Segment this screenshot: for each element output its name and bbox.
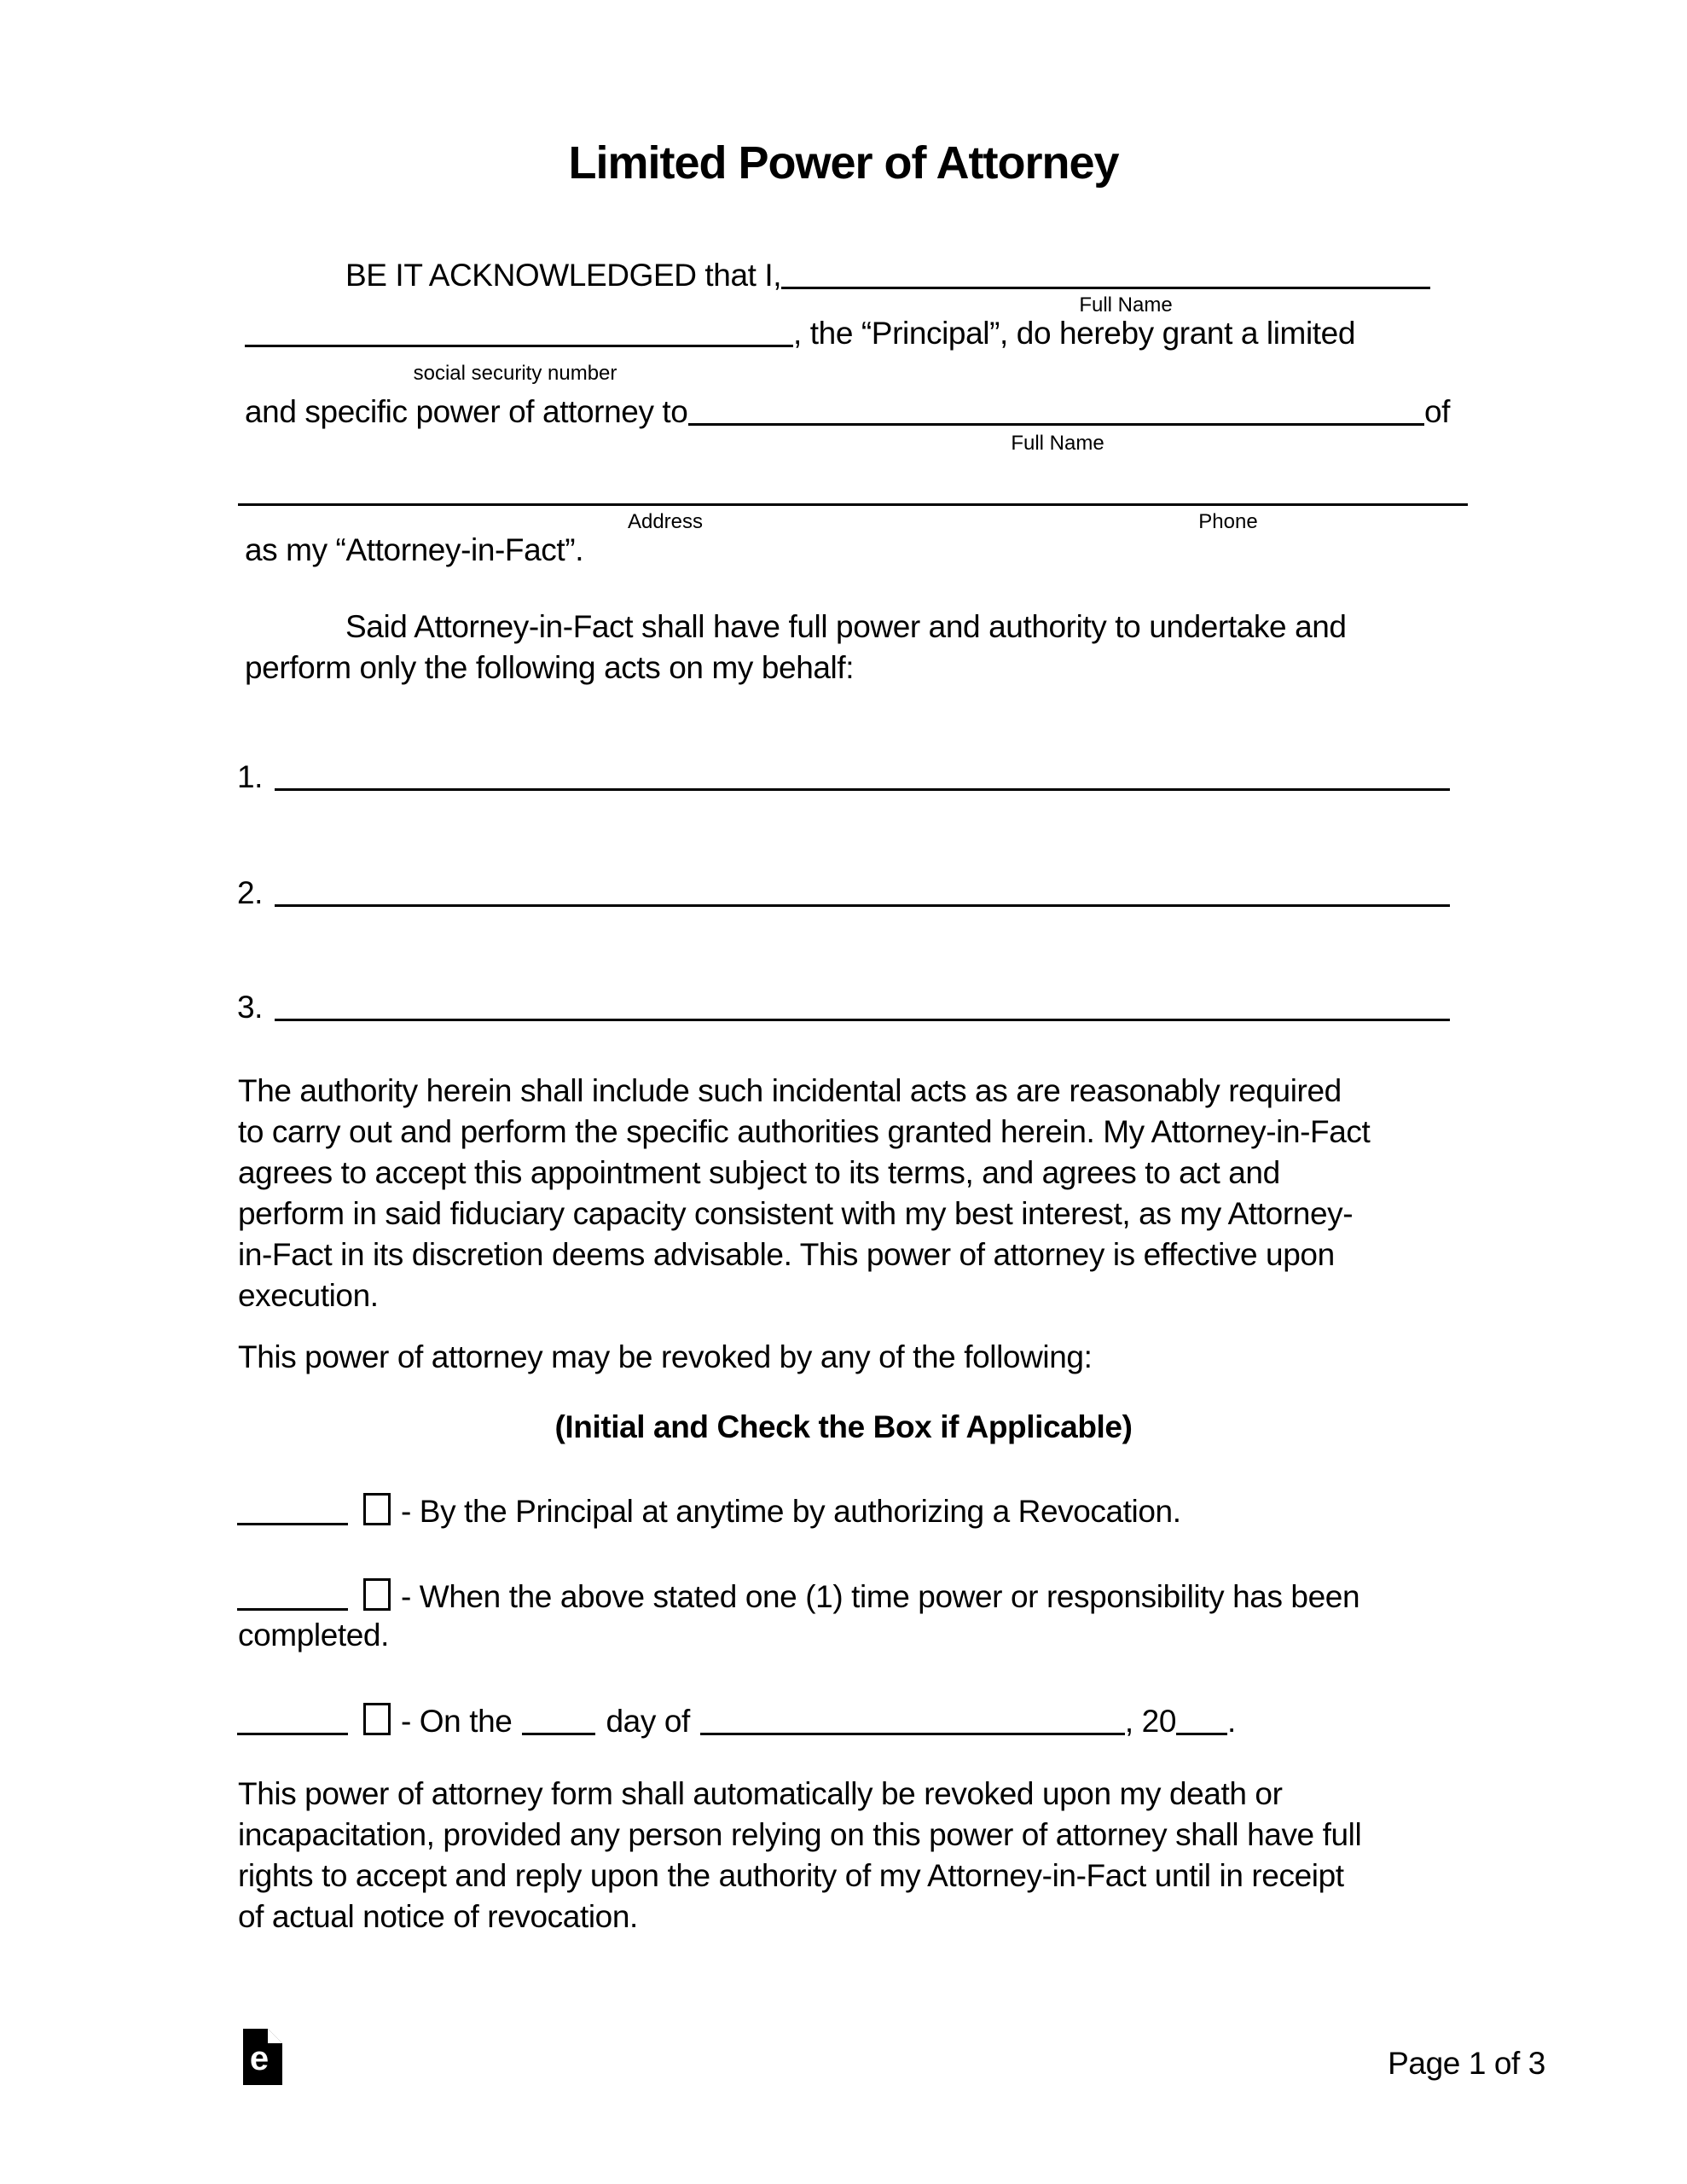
checkbox-option-2[interactable] xyxy=(363,1578,391,1611)
option-3-comma20: , 20 xyxy=(1124,1704,1177,1739)
eforms-logo-icon xyxy=(243,2029,282,2089)
option-2-continuation: completed. xyxy=(238,1618,389,1653)
closing-paragraph-line4: of actual notice of revocation. xyxy=(238,1899,638,1934)
grant-paragraph-line2: perform only the following acts on my behalf: xyxy=(245,650,855,685)
revocation-option-1 xyxy=(237,1490,1181,1531)
option-3-day-of: day of xyxy=(606,1704,690,1739)
full-name-label-1: Full Name xyxy=(1079,293,1173,317)
ssn-field[interactable] xyxy=(245,345,793,347)
revocation-intro: This power of attorney may be revoked by any of the following: xyxy=(238,1339,1093,1374)
revocation-option-2 xyxy=(237,1575,1359,1617)
option-2-text: - When the above stated one (1) time power or responsibility has been xyxy=(401,1579,1360,1614)
closing-paragraph-line1: This power of attorney form shall automatically be revoked upon my death or xyxy=(238,1776,1283,1811)
intro-line2 xyxy=(245,314,1441,353)
act-line-2 xyxy=(237,874,1450,913)
authority-paragraph-line4: perform in said fiduciary capacity consistent with my best interest, as my Attorney- xyxy=(238,1196,1354,1231)
act-number-2: 2. xyxy=(237,875,264,910)
authority-paragraph-line6: execution. xyxy=(238,1278,379,1313)
page-number: Page 1 of 3 xyxy=(1388,2046,1545,2081)
logo-folded-corner xyxy=(268,2029,282,2043)
intro-closing: as my “Attorney-in-Fact”. xyxy=(245,532,584,567)
address-label: Address xyxy=(627,510,704,533)
intro-line1-text: BE IT ACKNOWLEDGED that I, xyxy=(345,258,782,293)
day-field[interactable] xyxy=(522,1733,595,1735)
authority-paragraph-line1: The authority herein shall include such incidental acts as are reasonably required xyxy=(238,1073,1342,1108)
initials-field-1[interactable] xyxy=(237,1523,348,1525)
closing-paragraph-line3: rights to accept and reply upon the authority of my Attorney-in-Fact until in receipt xyxy=(238,1858,1344,1893)
act-number-3: 3. xyxy=(237,990,264,1025)
act-number-1: 1. xyxy=(237,759,264,794)
logo-letter: e xyxy=(249,2040,270,2077)
option-3-on-the: - On the xyxy=(401,1704,513,1739)
initials-field-2[interactable] xyxy=(237,1608,348,1611)
grant-paragraph-line1: Said Attorney-in-Fact shall have full power and authority to undertake and xyxy=(345,609,1347,644)
checkbox-option-3[interactable] xyxy=(363,1703,391,1735)
address-phone-field[interactable] xyxy=(238,474,1468,506)
intro-line3 xyxy=(245,392,1450,432)
option-3-period: . xyxy=(1227,1704,1236,1739)
closing-paragraph-line2: incapacitation, provided any person relying on this power of attorney shall have full xyxy=(238,1817,1362,1852)
attorney-name-field[interactable] xyxy=(688,423,1424,426)
phone-label: Phone xyxy=(1198,510,1258,533)
year-field[interactable] xyxy=(1176,1733,1227,1735)
intro-line3-suffix: of xyxy=(1423,394,1450,429)
option-1-text: - By the Principal at anytime by authorizing a Revocation. xyxy=(401,1494,1181,1529)
act-line-3 xyxy=(237,988,1450,1027)
act-field-1[interactable] xyxy=(275,788,1450,791)
intro-line3-text: and specific power of attorney to xyxy=(245,394,688,429)
revocation-option-3 xyxy=(237,1699,1236,1741)
authority-paragraph-line3: agrees to accept this appointment subject to its terms, and agrees to act and xyxy=(238,1155,1280,1190)
act-field-2[interactable] xyxy=(275,904,1450,907)
month-field[interactable] xyxy=(700,1733,1125,1735)
checkbox-option-1[interactable] xyxy=(363,1493,391,1525)
checkbox-heading: (Initial and Check the Box if Applicable) xyxy=(554,1409,1133,1444)
full-name-label-2: Full Name xyxy=(1011,432,1104,455)
authority-paragraph-line2: to carry out and perform the specific authorities granted herein. My Attorney-in-Fact xyxy=(238,1114,1371,1149)
act-field-3[interactable] xyxy=(275,1019,1450,1021)
act-line-1 xyxy=(237,758,1450,797)
ssn-label: social security number xyxy=(413,362,617,385)
intro-line1 xyxy=(345,256,1430,295)
intro-line2-text: , the “Principal”, do hereby grant a limited xyxy=(793,316,1356,351)
page-title: Limited Power of Attorney xyxy=(568,137,1119,189)
initials-field-3[interactable] xyxy=(237,1733,348,1735)
principal-name-field[interactable] xyxy=(781,287,1430,289)
authority-paragraph-line5: in-Fact in its discretion deems advisable. This power of attorney is effective upon xyxy=(238,1237,1335,1272)
